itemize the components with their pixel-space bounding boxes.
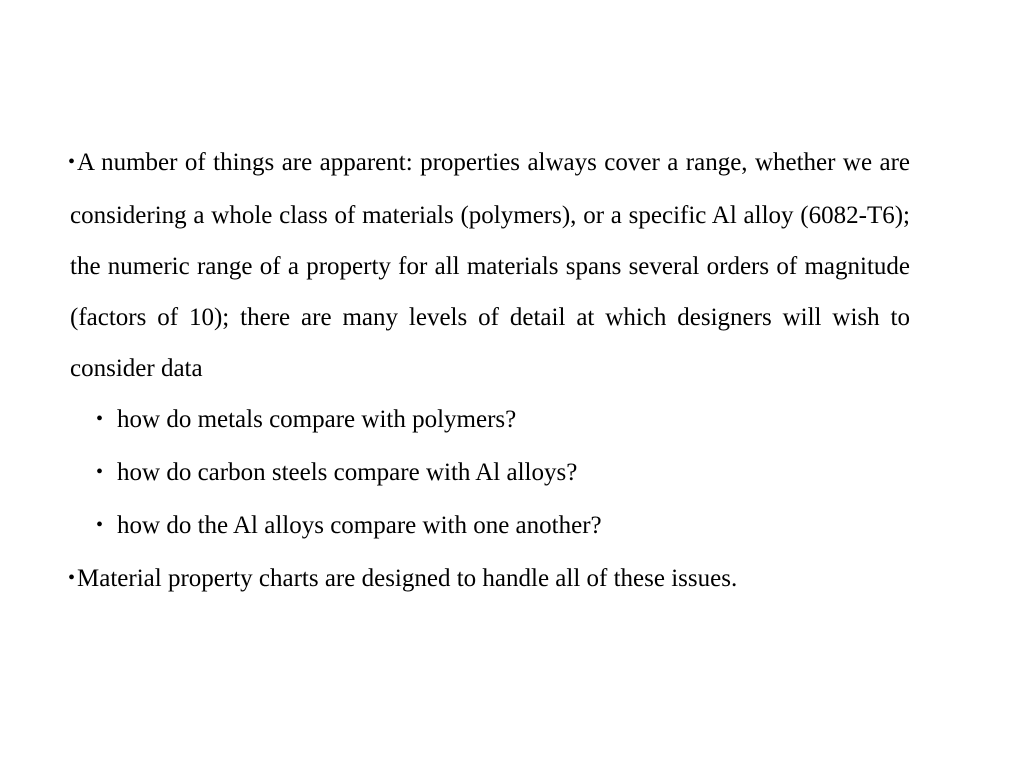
sub-bullet-2-text: how do carbon steels compare with Al alloys? (117, 459, 578, 486)
bullet-paragraph-2 (70, 553, 910, 606)
sub-bullet-1-text: how do metals compare with polymers? (117, 406, 517, 433)
bullet-icon: • (96, 461, 104, 483)
sub-bullet-2 (70, 447, 910, 500)
bullet-paragraph-1-text: A number of things are apparent: properties always cover a range, whether we are considering a whole class of materials (polymers), or a specific Al alloy (6082-T6); the numeric range of a property for all materials spans several orders of magnitude (factors of 10); there are many levels of detail at which designers will wish to consider data (70, 149, 910, 382)
sub-bullet-3-text: how do the Al alloys compare with one another? (117, 512, 602, 539)
bullet-paragraph-2-text: Material property charts are designed to handle all of these issues. (77, 565, 738, 592)
bullet-icon: • (68, 567, 76, 589)
bullet-icon: • (96, 408, 104, 430)
slide-body (70, 137, 910, 606)
bullet-icon: • (96, 514, 104, 536)
bullet-icon: • (68, 151, 76, 173)
sub-bullet-3 (70, 500, 910, 553)
bullet-paragraph-1 (70, 137, 910, 394)
sub-bullet-1 (70, 394, 910, 447)
